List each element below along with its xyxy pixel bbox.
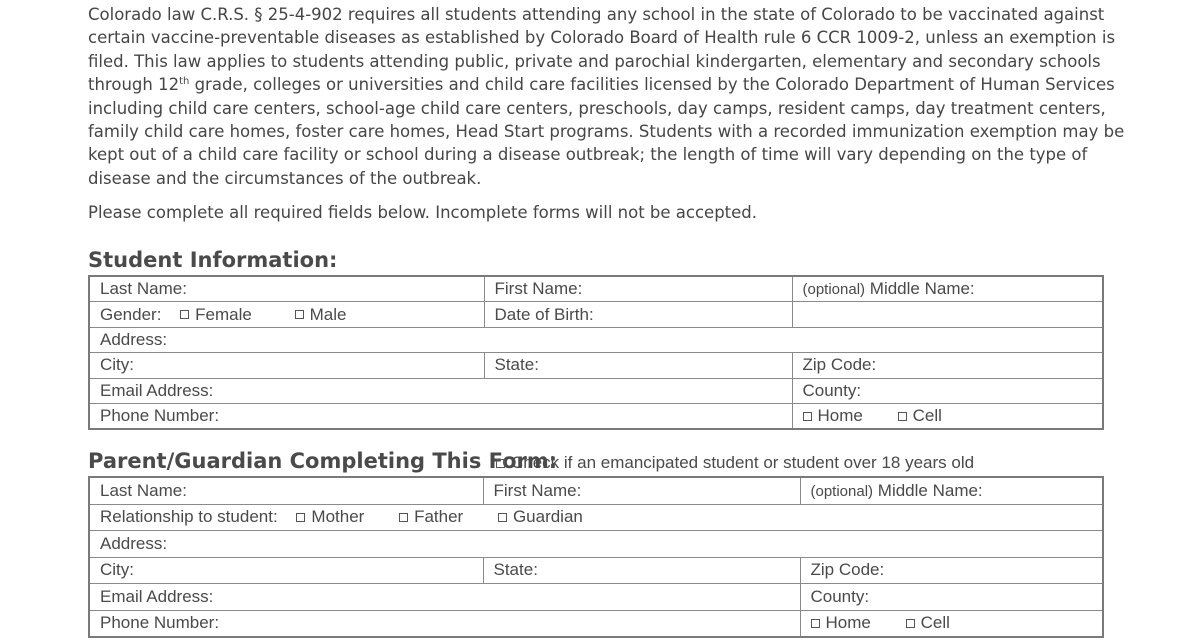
guardian-relationship-field xyxy=(89,504,1103,531)
student-email-label: Email Address: xyxy=(100,380,214,400)
guardian-address-label: Address: xyxy=(100,533,168,553)
guardian-cell-checkbox[interactable] xyxy=(906,619,915,628)
guardian-cell-label: Cell xyxy=(920,613,950,633)
guardian-city-field[interactable] xyxy=(89,557,483,584)
male-label: Male xyxy=(309,304,347,324)
guardian-zip-field[interactable] xyxy=(800,557,1103,584)
student-last-name-label: Last Name: xyxy=(100,279,187,299)
guardian-first-name-field[interactable] xyxy=(483,477,800,504)
male-checkbox[interactable] xyxy=(295,310,304,319)
student-zip-label: Zip Code: xyxy=(802,355,877,375)
emancipated-label: Check if an emancipated student or student over 18 years old xyxy=(511,453,975,472)
guardian-first-name-label: First Name: xyxy=(493,480,582,500)
student-dob-field[interactable] xyxy=(484,302,792,327)
guardian-address-field[interactable] xyxy=(89,531,1103,558)
student-county-field[interactable] xyxy=(792,378,1103,403)
guardian-section-title: Parent/Guardian Completing This Form: xyxy=(88,449,558,473)
guardian-row-address xyxy=(89,531,1103,558)
mother-label: Mother xyxy=(311,507,365,527)
student-home-label: Home xyxy=(817,406,863,426)
student-city-field[interactable] xyxy=(89,353,484,378)
guardian-middle-name-label: Middle Name: xyxy=(877,480,983,500)
female-label: Female xyxy=(195,304,252,324)
father-label: Father xyxy=(414,507,464,527)
student-dob-blank[interactable] xyxy=(792,302,1103,327)
intro-paragraph xyxy=(88,3,1128,190)
student-phone-field[interactable] xyxy=(89,403,792,429)
guardian-last-name-label: Last Name: xyxy=(100,480,187,500)
student-address-field[interactable] xyxy=(89,327,1103,352)
female-checkbox[interactable] xyxy=(180,310,189,319)
guardian-row-phone xyxy=(89,610,1103,637)
guardian-middle-optional: (optional) xyxy=(810,482,874,500)
guardian-last-name-field[interactable] xyxy=(89,477,483,504)
instructions: Please complete all required fields below. Incomplete forms will not be accepted. xyxy=(88,203,758,222)
student-info-table xyxy=(88,275,1104,430)
student-city-label: City: xyxy=(100,355,134,375)
guardian-middle-name-field[interactable] xyxy=(800,477,1103,504)
guardian-checkbox[interactable] xyxy=(498,513,507,522)
guardian-state-field[interactable] xyxy=(483,557,800,584)
student-middle-optional: (optional) xyxy=(802,281,866,299)
student-section-title: Student Information: xyxy=(88,248,338,272)
student-row-email xyxy=(89,378,1103,403)
guardian-state-label: State: xyxy=(493,560,538,580)
intro-sup: th xyxy=(179,76,190,88)
student-first-name-field[interactable] xyxy=(484,276,792,302)
guardian-row-email xyxy=(89,584,1103,611)
student-state-field[interactable] xyxy=(484,353,792,378)
student-cell-checkbox[interactable] xyxy=(898,412,907,421)
student-row-city xyxy=(89,353,1103,378)
mother-checkbox[interactable] xyxy=(296,513,305,522)
intro-text-b: grade, colleges or universities and child care facilities licensed by the Colorado Department of Human Services including child care centers, school-age child care centers, preschools, day camps, resident camps, day treatment centers, family child care homes, foster care homes, Head Start programs. Students with a recorded immunization exemption may be kept out of a child care facility or school during a disease outbreak; the length of time will vary depending on the type of disease and the circumstances of the outbreak. xyxy=(88,75,1125,188)
student-phone-label: Phone Number: xyxy=(100,406,220,426)
student-row-address xyxy=(89,327,1103,352)
guardian-home-label: Home xyxy=(825,613,871,633)
student-gender-field xyxy=(89,302,484,327)
student-county-label: County: xyxy=(802,380,862,400)
guardian-phone-label: Phone Number: xyxy=(100,613,220,633)
guardian-zip-label: Zip Code: xyxy=(810,560,885,580)
guardian-city-label: City: xyxy=(100,560,134,580)
intro-text-a: Colorado law C.R.S. § 25-4-902 requires all students attending any school in the state of Colorado to be vaccinated against certain vaccine-preventable diseases as established by Colorado Board of Health rule 6 CCR 1009-2, unless an exemption is filed. This law applies to students attending public, private and parochial kindergarten, elementary and secondary schools through 12 xyxy=(88,5,1116,95)
father-checkbox[interactable] xyxy=(399,513,408,522)
student-first-name-label: First Name: xyxy=(494,279,583,299)
student-last-name-field[interactable] xyxy=(89,276,484,302)
guardian-row-city xyxy=(89,557,1103,584)
guardian-label: Guardian xyxy=(512,507,583,527)
student-home-checkbox[interactable] xyxy=(803,412,812,421)
emancipated-option xyxy=(496,453,974,473)
student-address-label: Address: xyxy=(100,329,168,349)
student-email-field[interactable] xyxy=(89,378,792,403)
student-zip-field[interactable] xyxy=(792,353,1103,378)
guardian-row-relationship xyxy=(89,504,1103,531)
emancipated-checkbox[interactable] xyxy=(496,459,505,468)
guardian-phone-field[interactable] xyxy=(89,610,800,637)
guardian-home-checkbox[interactable] xyxy=(811,619,820,628)
guardian-email-label: Email Address: xyxy=(100,586,214,606)
student-row-gender xyxy=(89,302,1103,327)
student-middle-name-field[interactable] xyxy=(792,276,1103,302)
relationship-label: Relationship to student: xyxy=(100,507,278,527)
student-row-phone xyxy=(89,403,1103,429)
guardian-info-table xyxy=(88,476,1104,638)
student-row-name xyxy=(89,276,1103,302)
student-middle-name-label: Middle Name: xyxy=(869,279,975,299)
student-cell-label: Cell xyxy=(912,406,942,426)
guardian-county-field[interactable] xyxy=(800,584,1103,611)
student-state-label: State: xyxy=(494,355,539,375)
guardian-email-field[interactable] xyxy=(89,584,800,611)
guardian-county-label: County: xyxy=(810,586,870,606)
student-dob-label: Date of Birth: xyxy=(494,304,594,324)
student-phone-type xyxy=(792,403,1103,429)
guardian-phone-type xyxy=(800,610,1103,637)
guardian-row-name xyxy=(89,477,1103,504)
student-gender-label: Gender: xyxy=(100,304,162,324)
